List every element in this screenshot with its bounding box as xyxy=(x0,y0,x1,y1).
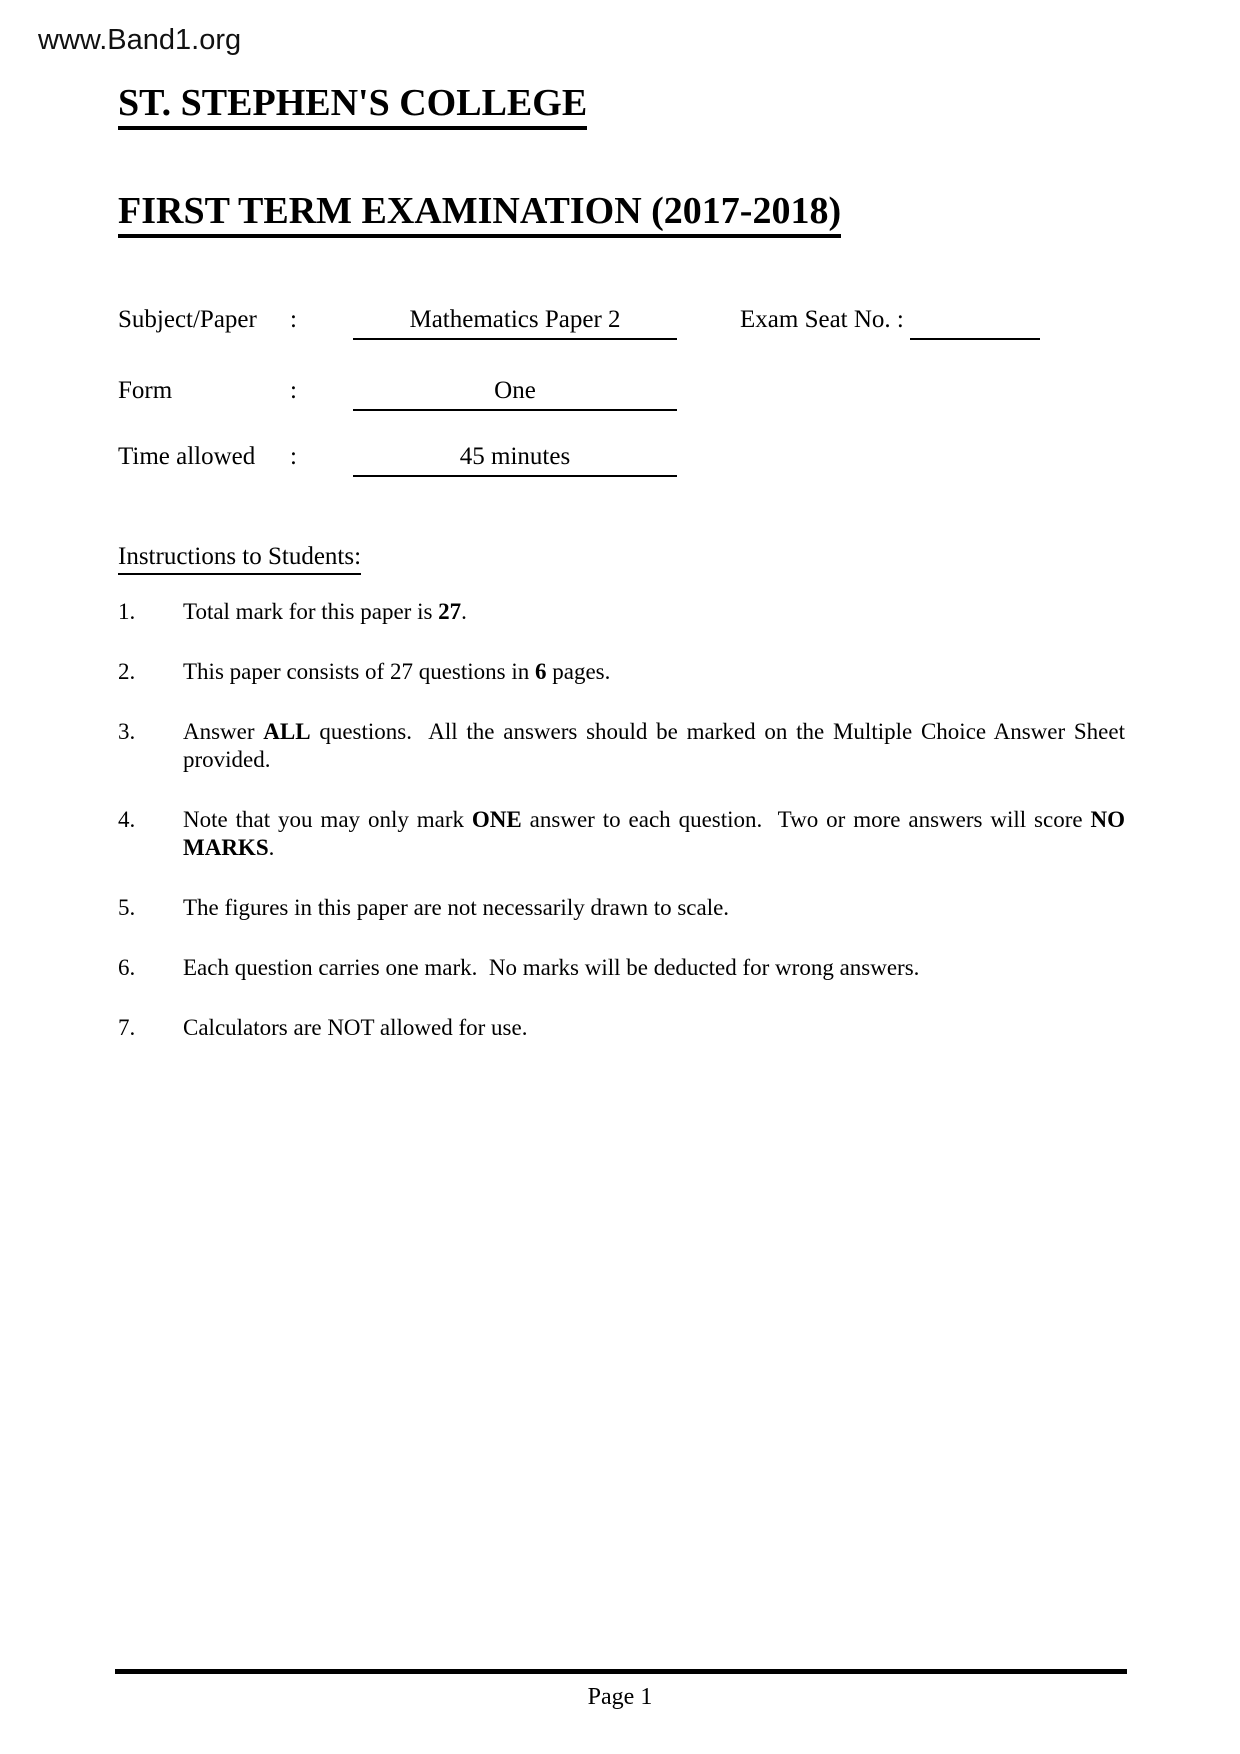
instruction-item xyxy=(118,598,1125,626)
school-title xyxy=(118,84,587,130)
form-row xyxy=(118,376,677,411)
instruction-item xyxy=(118,954,1125,982)
instruction-item xyxy=(118,658,1125,686)
instruction-text: Note that you may only mark ONE answer to each question. Two or more answers will score NO MARKS. xyxy=(183,807,1131,860)
instruction-number: 7. xyxy=(118,1015,136,1040)
exam-seat-label: Exam Seat No. : xyxy=(740,306,904,333)
exam-title xyxy=(118,192,841,238)
instructions-heading-text: Instructions to Students: xyxy=(118,543,361,575)
instruction-text: Answer ALL questions. All the answers should be marked on the Multiple Choice Answer Sheet provided. xyxy=(183,719,1131,772)
instructions-list xyxy=(118,598,1131,1074)
exam-title-text: FIRST TERM EXAMINATION (2017-2018) xyxy=(118,192,841,238)
form-value: One xyxy=(353,376,677,411)
time-row xyxy=(118,442,677,477)
instruction-text: This paper consists of 27 questions in 6 pages. xyxy=(183,659,611,684)
footer-rule xyxy=(115,1669,1127,1674)
instruction-text: Calculators are NOT allowed for use. xyxy=(183,1015,528,1040)
subject-row xyxy=(118,305,1040,340)
exam-seat-blank xyxy=(910,305,1040,340)
instruction-number: 6. xyxy=(118,955,136,980)
form-label: Form xyxy=(118,377,173,404)
form-colon: : xyxy=(290,377,297,404)
watermark-url: www.Band1.org xyxy=(38,24,242,56)
school-title-text: ST. STEPHEN'S COLLEGE xyxy=(118,84,587,130)
instruction-text: The figures in this paper are not necessarily drawn to scale. xyxy=(183,895,730,920)
instruction-text: Each question carries one mark. No marks will be deducted for wrong answers. xyxy=(183,955,920,980)
subject-colon: : xyxy=(290,306,297,333)
time-allowed-colon: : xyxy=(290,443,297,470)
instruction-number: 1. xyxy=(118,599,136,624)
instruction-text: Total mark for this paper is 27. xyxy=(183,599,467,624)
instruction-item xyxy=(118,718,1131,774)
page-number: Page 1 xyxy=(587,1684,653,1710)
instruction-item xyxy=(118,806,1131,862)
instruction-item xyxy=(118,1014,1125,1042)
subject-value: Mathematics Paper 2 xyxy=(353,305,677,340)
instruction-number: 4. xyxy=(118,807,136,832)
instruction-number: 3. xyxy=(118,719,136,744)
instruction-number: 2. xyxy=(118,659,136,684)
instructions-heading xyxy=(118,543,361,575)
instruction-number: 5. xyxy=(118,895,136,920)
instruction-item xyxy=(118,894,1125,922)
time-allowed-label: Time allowed xyxy=(118,443,256,470)
time-allowed-value: 45 minutes xyxy=(353,442,677,477)
subject-label: Subject/Paper xyxy=(118,306,257,333)
